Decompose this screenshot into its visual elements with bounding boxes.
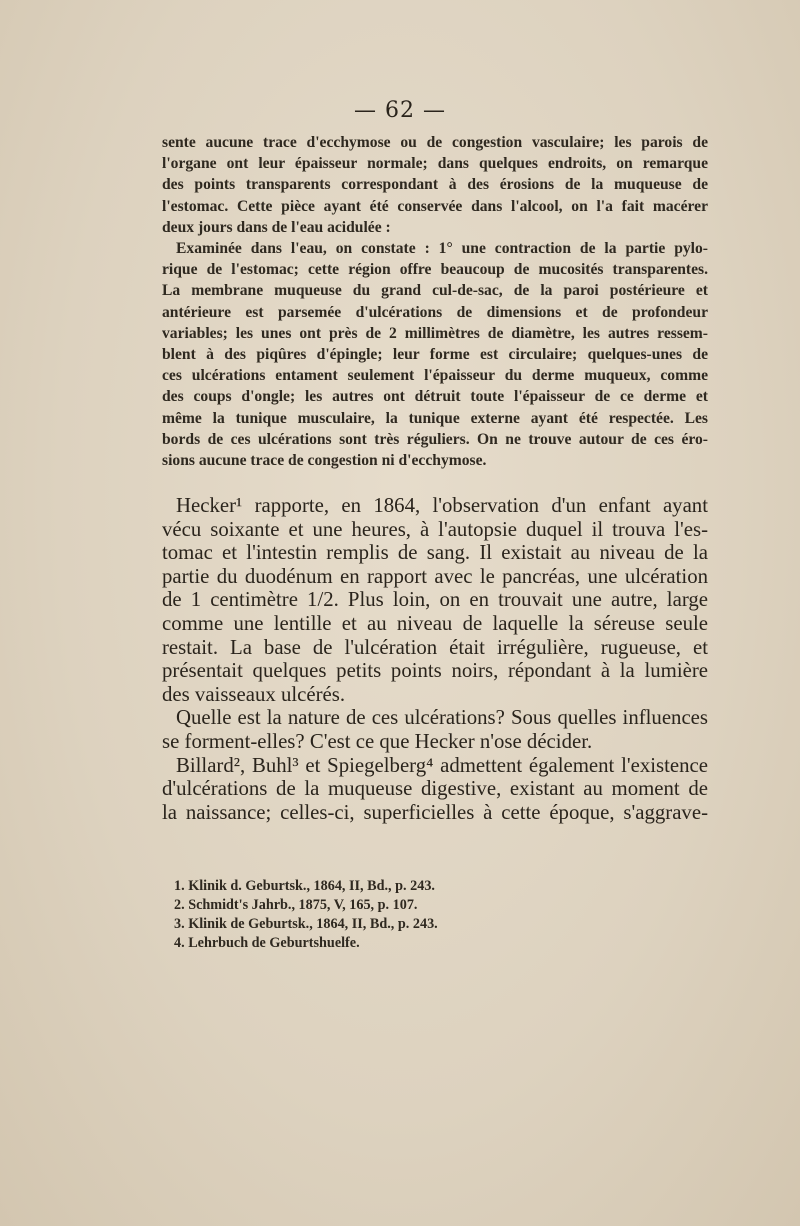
text-line: vécu soixante et une heures, à l'autopsie duquel il trouva l'es-: [162, 517, 708, 541]
text-line: ces ulcérations entament seulement l'épaisseur du derme muqueux, comme: [162, 367, 708, 385]
text-line: Hecker¹ rapporte, en 1864, l'observation d'un enfant ayant: [176, 494, 708, 517]
text-line: Examinée dans l'eau, on constate : 1° une contraction de la partie pylo-: [176, 240, 708, 258]
text-line: tomac et l'intestin remplis de sang. Il existait au niveau de la: [162, 541, 708, 565]
text-line: Quelle est la nature de ces ulcérations? Sous quelles influences: [176, 706, 708, 730]
text-line: présentait quelques petits points noirs, répondant à la lumière: [162, 659, 708, 683]
text-line: comme une lentille et au niveau de laquelle la séreuse seule: [162, 611, 708, 635]
text-line: des vaisseaux ulcérés.: [162, 682, 346, 706]
text-line: se forment-elles? C'est ce que Hecker n'ose décider.: [162, 729, 593, 753]
main-paragraphs: [162, 494, 708, 824]
text-line: même la tunique musculaire, la tunique externe ayant été respectée. Les: [162, 409, 708, 427]
text-line: d'ulcérations de la muqueuse digestive, existant au moment de: [162, 777, 708, 801]
text-line: la naissance; celles-ci, superficielles à cette époque, s'aggrave-: [162, 800, 708, 824]
text-line: sions aucune trace de congestion ni d'ecchymose.: [162, 452, 487, 470]
text-line: bords de ces ulcérations sont très réguliers. On ne trouve autour de ces éro-: [162, 430, 708, 448]
text-line: La membrane muqueuse du grand cul-de-sac, de la paroi postérieure et: [162, 282, 708, 300]
footnote: 3. Klinik de Geburtsk., 1864, II, Bd., p. 243.: [174, 916, 438, 932]
text-line: des coups d'ongle; les autres ont détruit toute l'épaisseur de ce derme et: [162, 388, 708, 406]
text-line: blent à des piqûres d'épingle; leur forme est circulaire; quelques-unes de: [162, 346, 708, 364]
text-line: des points transparents correspondant à des érosions de la muqueuse de: [162, 176, 708, 194]
footnote: 2. Schmidt's Jahrb., 1875, V, 165, p. 107.: [174, 897, 418, 913]
observation-paragraph: [162, 132, 708, 471]
text-line: deux jours dans de l'eau acidulée :: [162, 218, 391, 236]
footnote: 4. Lehrbuch de Geburtshuelfe.: [174, 935, 360, 951]
text-line: restait. La base de l'ulcération était irrégulière, rugueuse, et: [162, 635, 708, 659]
footnote: 1. Klinik d. Geburtsk., 1864, II, Bd., p. 243.: [174, 878, 435, 894]
text-line: l'organe ont leur épaisseur normale; dans quelques endroits, on remarque: [162, 155, 708, 173]
text-line: variables; les unes ont près de 2 millimètres de diamètre, les autres ressem-: [162, 324, 708, 342]
text-line: de 1 centimètre 1/2. Plus loin, on en trouvait une autre, large: [162, 588, 708, 612]
text-line: antérieure est parsemée d'ulcérations de dimensions et de profondeur: [162, 303, 708, 321]
text-line: Billard², Buhl³ et Spiegelberg⁴ admettent également l'existence: [176, 753, 708, 777]
text-line: partie du duodénum en rapport avec le pancréas, une ulcération: [162, 564, 708, 588]
footnotes: [174, 877, 654, 953]
text-line: l'estomac. Cette pièce ayant été conservée dans l'alcool, on l'a fait macérer: [162, 197, 708, 215]
page-number: — 62 —: [354, 98, 446, 123]
text-line: rique de l'estomac; cette région offre beaucoup de mucosités transparentes.: [162, 261, 708, 279]
text-line: sente aucune trace d'ecchymose ou de congestion vasculaire; les parois de: [162, 134, 708, 151]
